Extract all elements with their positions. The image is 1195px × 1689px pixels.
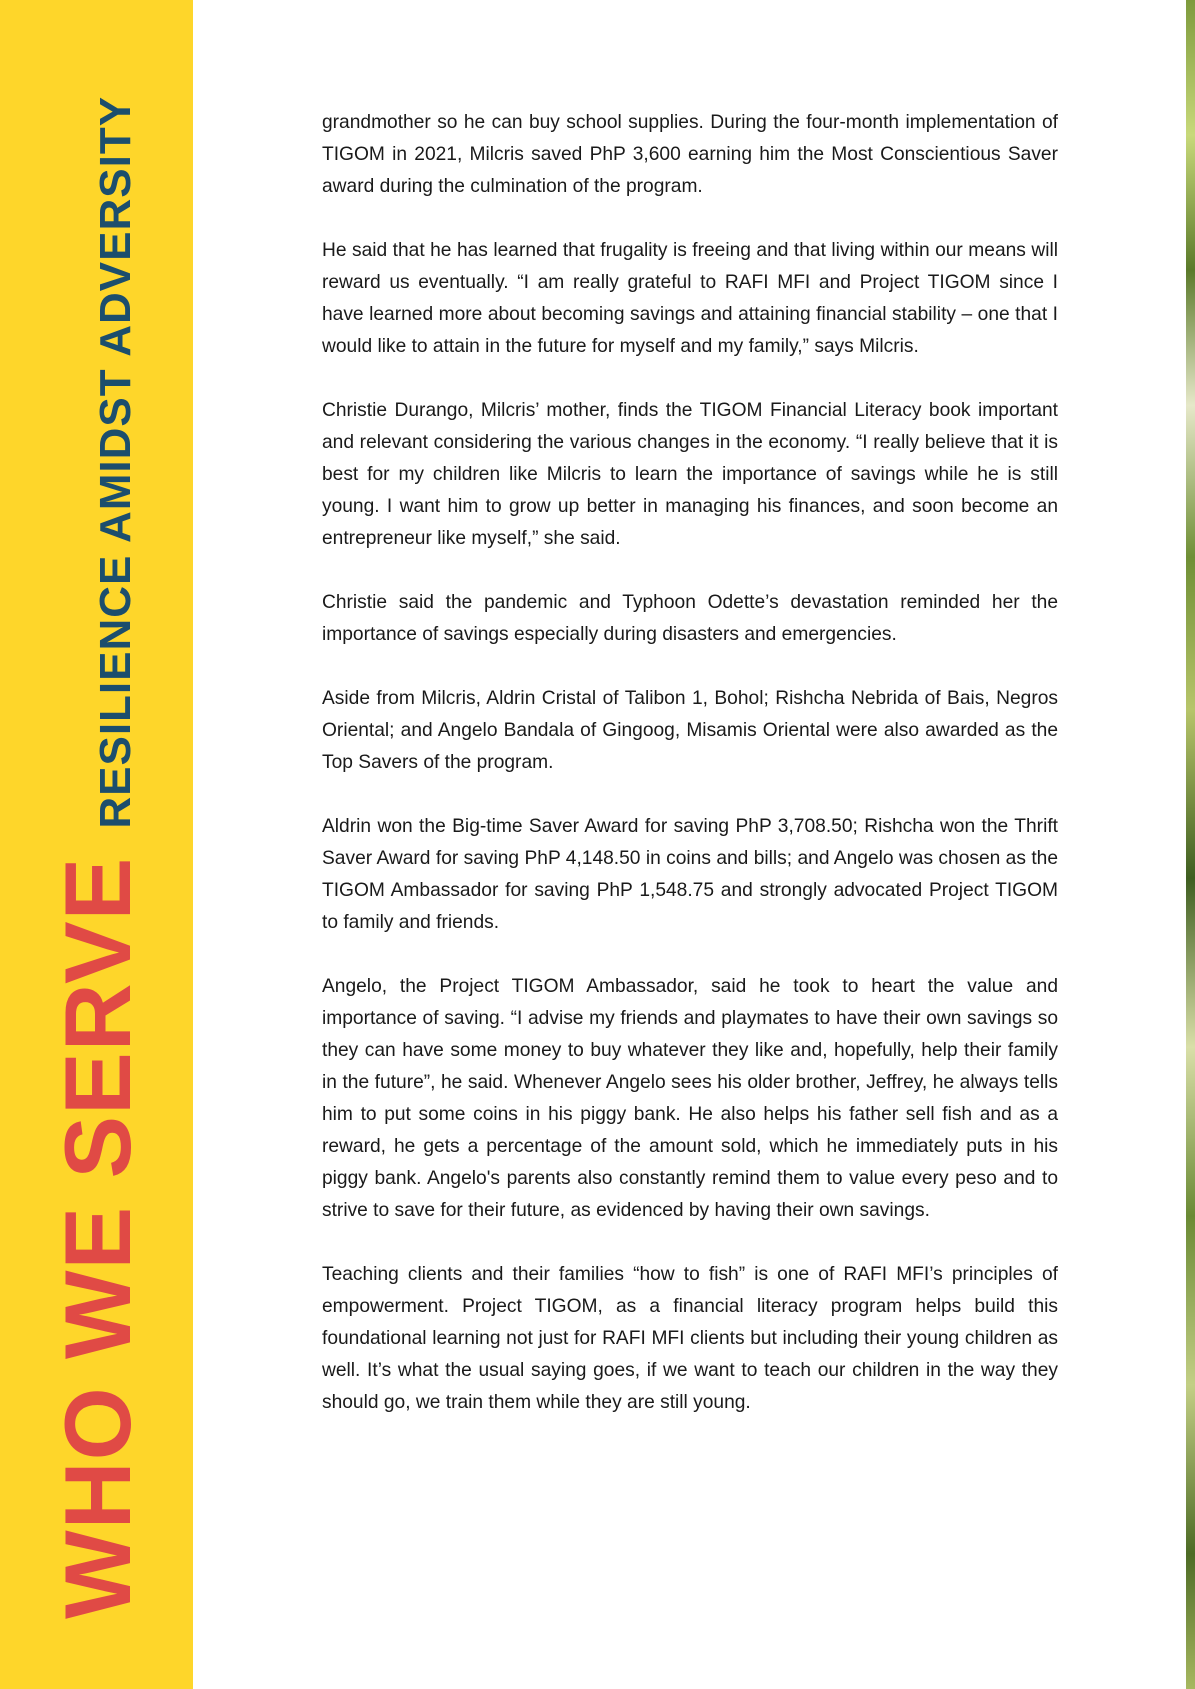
- paragraph: Aside from Milcris, Aldrin Cristal of Talibon 1, Bohol; Rishcha Nebrida of Bais, Negros Oriental; and Angelo Bandala of Gingoog, Misamis Oriental were also awarded as the Top Savers of the program.: [322, 688, 1058, 773]
- section-sidebar: [0, 0, 193, 1689]
- vertical-section-title: [45, 59, 150, 1619]
- paragraph: Teaching clients and their families “how to fish” is one of RAFI MFI’s principles of empowerment. Project TIGOM, as a financial literacy program helps build this foundational learning not just for RAFI MFI clients but including their young children as well. It’s what the usual saying goes, if we want to teach our children in the way they should go, we train them while they are still young.: [322, 1264, 1058, 1413]
- paragraph: Christie Durango, Milcris’ mother, finds the TIGOM Financial Literacy book important and relevant considering the various changes in the economy. “I really believe that it is best for my children like Milcris to learn the importance of savings while he is still young. I want him to grow up better in managing his finances, and soon become an entrepreneur like myself,” she said.: [322, 400, 1058, 549]
- article-body: [322, 107, 1058, 1451]
- section-subtitle-resilience: RESILIENCE AMIDST ADVERSITY: [91, 95, 140, 829]
- paragraph: grandmother so he can buy school supplies. During the four-month implementation of TIGOM in 2021, Milcris saved PhP 3,600 earning him the Most Conscientious Saver award during the culmination of the program.: [322, 112, 1058, 197]
- paragraph: Angelo, the Project TIGOM Ambassador, said he took to heart the value and importance of saving. “I advise my friends and playmates to have their own savings so they can have some money to buy whatever they like and, hopefully, help their family in the future”, he said. Whenever Angelo sees his older brother, Jeffrey, he always tells him to put some coins in his piggy bank. He also helps his father sell fish and as a reward, he gets a percentage of the amount sold, which he immediately puts in his piggy bank. Angelo's parents also constantly remind them to value every peso and to strive to save for their future, as evidenced by having their own savings.: [322, 976, 1058, 1221]
- paragraph: Aldrin won the Big-time Saver Award for saving PhP 3,708.50; Rishcha won the Thrift Saver Award for saving PhP 4,148.50 in coins and bills; and Angelo was chosen as the TIGOM Ambassador for saving PhP 1,548.75 and strongly advocated Project TIGOM to family and friends.: [322, 816, 1058, 933]
- paragraph: He said that he has learned that frugality is freeing and that living within our means will reward us eventually. “I am really grateful to RAFI MFI and Project TIGOM since I have learned more about becoming savings and attaining financial stability – one that I would like to attain in the future for myself and my family,” says Milcris.: [322, 240, 1058, 357]
- section-title-who-we-serve: WHO WE SERVE: [45, 856, 150, 1619]
- photo-edge-strip: [1186, 0, 1195, 1689]
- paragraph: Christie said the pandemic and Typhoon Odette’s devastation reminded her the importance of savings especially during disasters and emergencies.: [322, 592, 1058, 645]
